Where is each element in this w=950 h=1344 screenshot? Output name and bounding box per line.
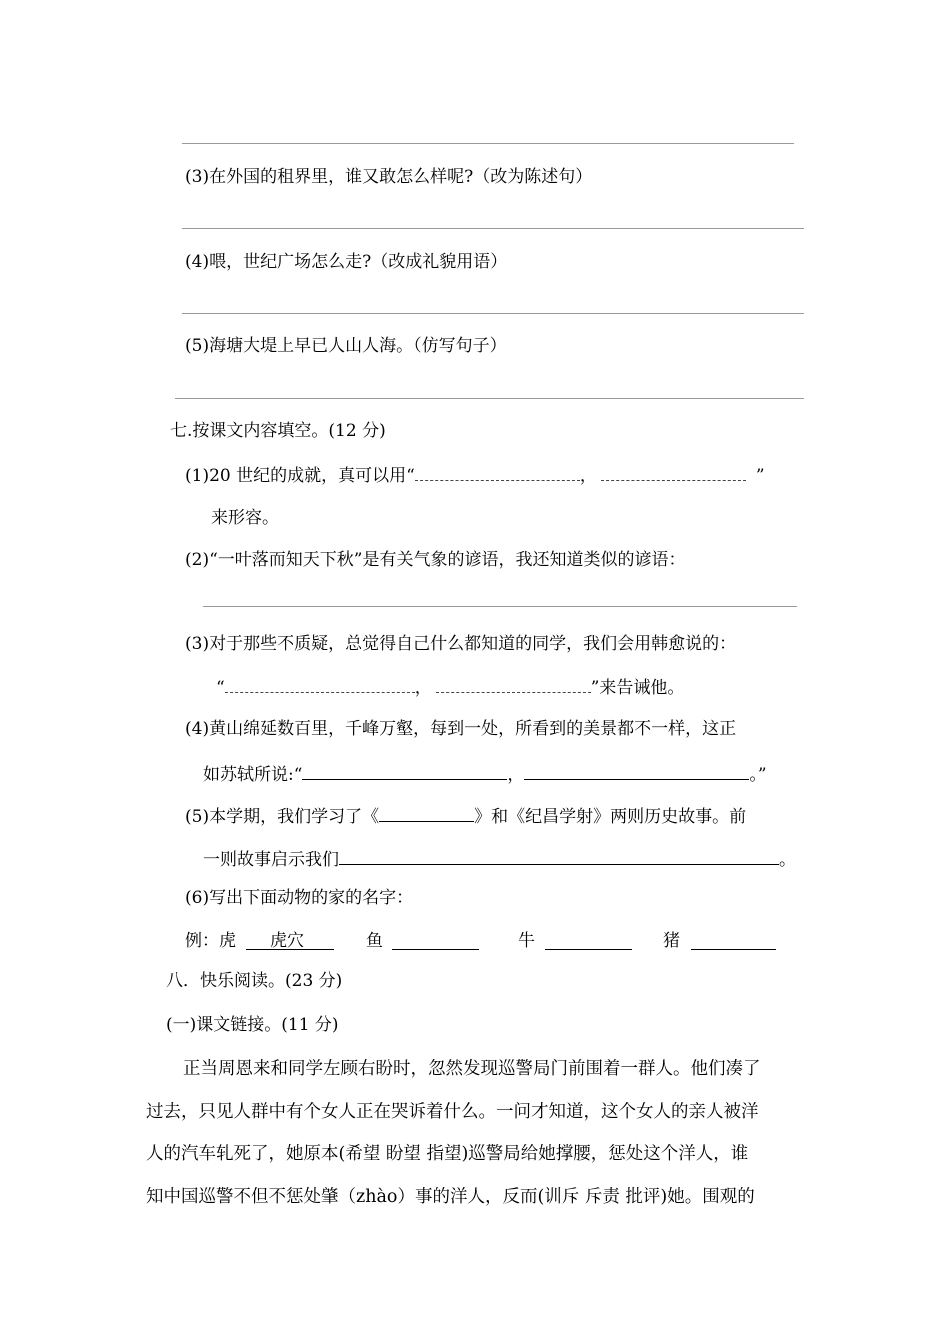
s7-q4-line1: (4)黄山绵延数百里，千峰万壑，每到一处，所看到的美景都不一样，这正	[185, 719, 737, 739]
s7-q5-prefix: (5)本学期，我们学习了《	[185, 807, 380, 827]
answer-line-q4[interactable]	[182, 313, 804, 314]
s7-q6: (6)写出下面动物的家的名字：	[185, 888, 414, 908]
s7-q5-end: 。	[779, 850, 796, 870]
q5-text: (5)海塘大堤上早已人山人海。（仿写句子）	[185, 336, 507, 356]
s7-q6-example-label: 例：虎	[185, 931, 236, 951]
blank-q4-a[interactable]	[302, 761, 507, 780]
passage-line: 过去，只见人群中有个女人正在哭诉着什么。一问才知道，这个女人的亲人被洋	[146, 1102, 759, 1122]
blank-q5-lesson[interactable]	[339, 846, 779, 865]
s7-q5-line2	[203, 846, 796, 871]
section-eight-title: 八．快乐阅读。(23 分)	[166, 971, 343, 991]
s7-q1-comma: ，	[579, 466, 597, 486]
answer-line-s7-q2[interactable]	[203, 606, 797, 607]
s7-q4-close: 。”	[749, 765, 767, 785]
q3-text: (3)在外国的租界里，谁又敢怎么样呢?（改为陈述句）	[185, 167, 593, 187]
s7-q4-prefix: 如苏轼所说:“	[203, 765, 303, 785]
s7-q5-line2-text: 一则故事启示我们	[203, 850, 339, 870]
s7-q3-close: ”来告诫他。	[590, 678, 685, 698]
animal-cow-label: 牛	[518, 931, 535, 951]
passage-line: 正当周恩来和同学左顾右盼时，忽然发现巡警局门前围着一群人。他们凑了	[183, 1059, 761, 1079]
s7-q2: (2)“一叶落而知天下秋”是有关气象的谚语，我还知道类似的谚语：	[185, 550, 686, 570]
section-eight-subtitle: (一)课文链接。(11 分)	[166, 1015, 339, 1035]
blank-q5-title[interactable]	[379, 803, 474, 822]
s7-q3-comma: ，	[414, 678, 432, 698]
s7-q3-open: “	[216, 678, 225, 698]
answer-line-q3[interactable]	[182, 228, 804, 229]
s7-q3-line2	[216, 676, 684, 699]
blank-animal-cow[interactable]	[545, 949, 632, 950]
blank-q3-a[interactable]	[225, 676, 415, 693]
animal-pig-label: 猪	[663, 931, 680, 951]
blank-q3-b[interactable]	[436, 676, 591, 693]
s7-q5-suffix: 》和《纪昌学射》两则历史故事。前	[474, 807, 747, 827]
q4-text: (4)喂，世纪广场怎么走?（改成礼貌用语）	[185, 252, 508, 272]
s7-q1-line2: 来形容。	[211, 508, 279, 528]
answer-line-q2[interactable]	[182, 143, 794, 144]
blank-q4-b[interactable]	[524, 761, 749, 780]
s7-q1-close: ”	[755, 466, 765, 486]
s7-q4-comma: ，	[507, 765, 525, 785]
blank-animal-pig[interactable]	[691, 949, 776, 950]
passage-line: 知中国巡警不但不惩处肇（zhào）事的洋人，反而(训斥 斥责 批评)她。围观的	[146, 1187, 755, 1207]
s7-q4-line2	[203, 761, 767, 786]
s7-q1	[185, 464, 765, 487]
blank-animal-fish[interactable]	[392, 949, 479, 950]
s7-q5-line1	[185, 803, 746, 828]
s7-q3-line1: (3)对于那些不质疑，总觉得自己什么都知道的同学，我们会用韩愈说的：	[185, 634, 737, 654]
animal-fish-label: 鱼	[366, 931, 383, 951]
blank-q1-b[interactable]	[601, 464, 746, 481]
passage-line: 人的汽车轧死了，她原本(希望 盼望 指望)巡警局给她撑腰，惩处这个洋人，谁	[146, 1144, 749, 1164]
s7-q1-prefix: (1)20 世纪的成就，真可以用“	[185, 466, 415, 486]
section-seven-title: 七.按课文内容填空。(12 分)	[170, 421, 386, 441]
s7-q6-example-answer: 虎穴	[270, 931, 304, 951]
blank-q1-a[interactable]	[415, 464, 580, 481]
answer-line-q5[interactable]	[175, 398, 804, 399]
